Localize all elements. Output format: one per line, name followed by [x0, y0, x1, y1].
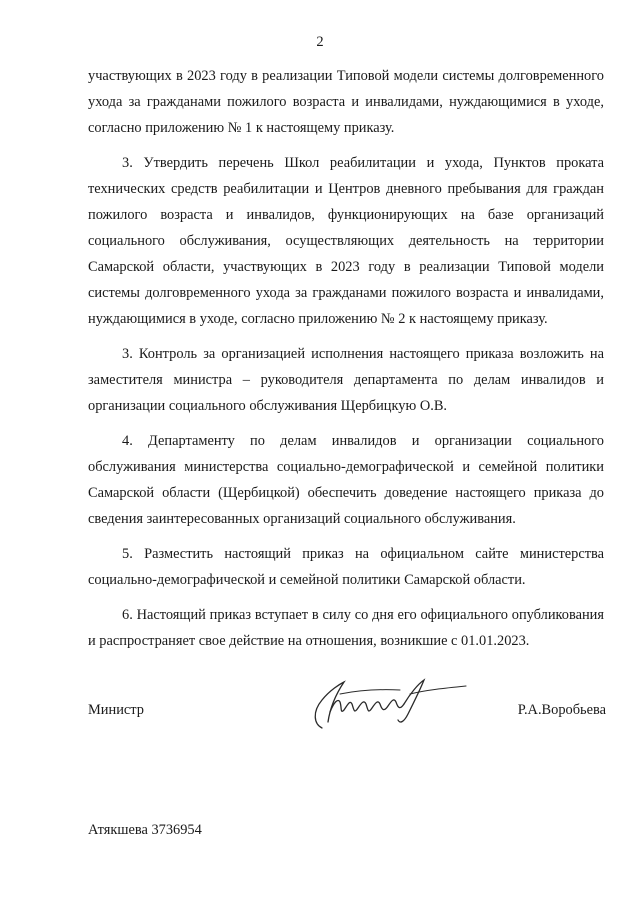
signatory-position: Министр — [88, 702, 144, 718]
order-body — [88, 63, 604, 663]
paragraph-item-3-approve-list: 3. Утвердить перечень Школ реабилитации и ухода, Пунктов проката технических средств реабилитации и Центров дневного пребывания для граждан пожилого возраста и инвалидов, функционирующих на базе организаций социального обслуживания, осуществляющих деятельность на территории Самарской области, участвующих в 2023 году в реализации Типовой модели системы долговременного ухода за гражданами пожилого возраста и инвалидами, нуждающимися в уходе, согласно приложению № 2 к настоящему приказу. — [88, 155, 604, 327]
signatory-name: Р.А.Воробьева — [517, 702, 606, 718]
paragraph-item-4-department: 4. Департаменту по делам инвалидов и организации социального обслуживания министерства социально-демографической и семейной политики Самарской области (Щербицкой) обеспечить доведение настоящего приказа до сведения заинтересованных организаций социального обслуживания. — [88, 433, 604, 527]
handwritten-signature — [300, 672, 470, 734]
executor-contact: Атякшева 3736954 — [88, 822, 202, 838]
paragraph-continuation: участвующих в 2023 году в реализации Типовой модели системы долговременного ухода за гражданами пожилого возраста и инвалидами, нуждающимися в уходе, согласно приложению № 1 к настоящему приказу. — [88, 68, 604, 136]
paragraph-item-3-control: 3. Контроль за организацией исполнения настоящего приказа возложить на заместителя министра – руководителя департамента по делам инвалидов и организации социального обслуживания Щербицкую О.В. — [88, 346, 604, 414]
paragraph-item-5-publish: 5. Разместить настоящий приказ на официальном сайте министерства социально-демографической и семейной политики Самарской области. — [88, 546, 604, 588]
page-number: 2 — [316, 34, 324, 50]
paragraph-item-6-effective: 6. Настоящий приказ вступает в силу со дня его официального опубликования и распространяет свое действие на отношения, возникшие с 01.01.2023. — [88, 607, 604, 649]
